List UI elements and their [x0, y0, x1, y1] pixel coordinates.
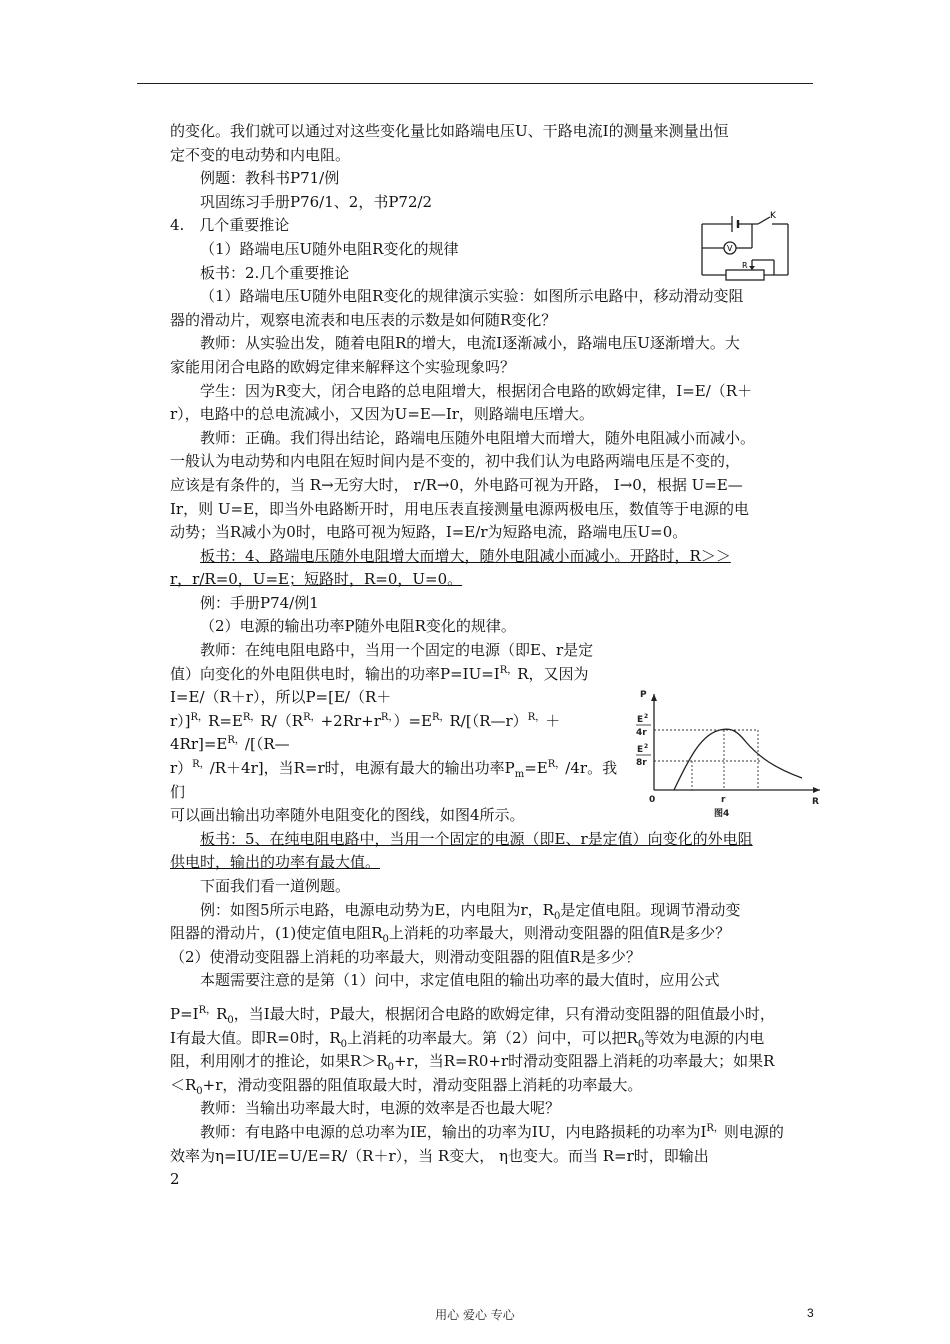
- subscript: 0: [196, 1085, 203, 1097]
- text-span: R/（R: [260, 711, 304, 730]
- text-line: [170, 1074, 786, 1098]
- text-span: ，当I最大时，P最大，根据闭合电路的欧姆定律，只有滑动变阻器的阻值最小时，: [233, 1004, 775, 1023]
- power-curve-graph: [634, 686, 830, 824]
- text-line: [170, 1121, 786, 1168]
- subscript: 0: [637, 1038, 645, 1050]
- board-note: r，r/R=0，U=E；短路时，R=0，U=0。: [170, 570, 463, 589]
- text-span: 阻，利用刚才的推论，如果R＞R: [170, 1052, 388, 1071]
- figure-caption: 图4: [714, 809, 730, 819]
- text-span: 则电源的效率为η=IU/IE=U/E=R/（R＋r），当 R变大， η也变大。而当 R=r时，即输出: [170, 1122, 784, 1165]
- text-span: R=E: [208, 711, 243, 730]
- text-line: 学生：因为R变大，闭合电路的总电阻增大，根据闭合电路的欧姆定律，I=E/（R＋: [200, 381, 753, 400]
- text-line: 应该是有条件的，当 R→无穷大时， r/R→0，外电路可视为开路， I→0，根据 U=E—: [170, 475, 743, 494]
- board-note: 板书：4、路端电压随外电阻增大而增大，随外电阻减小而减小。开路时，R＞＞: [200, 546, 731, 565]
- text-line: 的变化。我们就可以通过对这些变化量比如路端电压U、干路电流I的测量来测量出恒: [170, 122, 729, 140]
- text-span: 例：如图5所示电路，电源电动势为E，内电阻为r，R: [200, 900, 554, 919]
- text-span: 教师：有电路中电源的总功率为IE，输出的功率为IU，内电路损耗的功率为I: [200, 1122, 707, 1141]
- formula-line: [170, 757, 630, 804]
- text-span: r）: [170, 759, 193, 778]
- superscript: R，: [242, 711, 261, 723]
- subscript: 0: [227, 1014, 234, 1026]
- superscript: R，: [227, 735, 245, 747]
- text-line: 家能用闭合电路的欧姆定律来解释这个实验现象吗？: [170, 357, 516, 376]
- subscript: 0: [340, 1038, 348, 1050]
- switch-label: K: [770, 211, 776, 221]
- text-line: [170, 1003, 786, 1027]
- text-line: （2）使滑动变阻器上消耗的功率最大，则滑动变阻器的阻值R是多少？: [170, 947, 641, 966]
- text-line: 例：手册P74/例1: [200, 593, 319, 612]
- page-number: 3: [807, 1306, 814, 1320]
- text-line: 一般认为电动势和内电阻在短时间内是不变的，初中我们认为电路两端电压是不变的，: [170, 452, 741, 471]
- text-span: ＜R: [170, 1075, 197, 1094]
- text-line: 教师：从实验出发，随着电阻R的增大，电流I逐渐减小，路端电压U逐渐增大。大: [200, 334, 740, 353]
- text-line: Ir，则 U=E，即当外电路断开时，用电压表直接测量电源两极电压，数值等于电源的电: [170, 499, 750, 518]
- text-span: /[（R—: [244, 735, 290, 754]
- text-line: 可以画出输出功率随外电阻变化的图线，如图4所示。: [170, 806, 525, 825]
- text-span: /R＋4r]，当R=r时，电源有最大的输出功率P: [209, 759, 515, 778]
- text-span: 值）向变化的外电阻供电时，输出的功率P=IU=I: [170, 664, 500, 683]
- text-line: [170, 922, 786, 946]
- text-span: 是定值电阻。现调节滑动变: [560, 900, 741, 919]
- text-line: 巩固练习手册P76/1、2，书P72/2: [200, 192, 433, 211]
- text-span: R/[（R—r）: [449, 711, 528, 730]
- superscript: R，: [547, 759, 566, 771]
- text-line: 本题需要注意的是第（1）问中，求定值电阻的输出功率的最大值时，应用公式: [200, 971, 720, 990]
- subscript: 0: [553, 910, 561, 922]
- superscript: 2: [644, 713, 649, 720]
- board-note: 供电时，输出的功率有最大值。: [170, 853, 381, 872]
- text-span: P=I: [170, 1004, 199, 1023]
- text-line: （2）电源的输出功率P随外电阻R变化的规律。: [200, 617, 516, 636]
- text-line: 下面我们看一道例题。: [200, 877, 351, 895]
- text-span: /4r。我们: [170, 759, 618, 801]
- text-span: 上消耗的功率最大。第（2）问中，可以把R: [347, 1028, 638, 1047]
- text-span: +2Rr+r: [320, 711, 381, 730]
- subscript: 0: [382, 934, 389, 946]
- text-line: 2: [170, 1170, 180, 1189]
- superscript: R，: [190, 711, 209, 723]
- subscript: m: [514, 769, 525, 781]
- text-line: 教师：正确。我们得出结论，路端电压随外电阻增大而增大，随外电阻减小而减小。: [200, 428, 756, 447]
- text-line: 动势；当R减小为0时，电路可视为短路，I=E/r为短路电流，路端电压U=0。: [170, 523, 688, 542]
- header-rule: [137, 83, 813, 84]
- text-line: 定不变的电动势和内电阻。: [170, 145, 351, 164]
- superscript: R，: [192, 759, 210, 771]
- superscript: R，: [499, 664, 518, 676]
- text-line: [170, 1027, 786, 1051]
- y-axis-arrow: [651, 694, 657, 701]
- circuit-diagram: [694, 210, 796, 286]
- text-line: 例题：教科书P71/例: [200, 169, 340, 188]
- text-span: R，又因为: [517, 664, 589, 683]
- y-axis-label: P: [640, 690, 647, 700]
- text-line: 教师：在纯电阻电路中，当用一个固定的电源（即E、r是定: [200, 641, 594, 660]
- origin-label: 0: [649, 795, 656, 805]
- text-span: ＋4Rr]=E: [170, 711, 561, 754]
- voltmeter-label: V: [727, 244, 733, 253]
- superscript: R，: [706, 1122, 724, 1134]
- text-span: ）=E: [393, 711, 432, 730]
- text-span: 阻器的滑动片，(1)使定值电阻R: [170, 924, 383, 943]
- text-line: [170, 663, 620, 687]
- text-span: R: [216, 1004, 228, 1023]
- superscript: R，: [527, 711, 546, 723]
- label-low-den: 8r: [636, 758, 647, 768]
- label-top-den: 4r: [636, 728, 647, 738]
- subscript: 0: [387, 1062, 394, 1074]
- page-footer: 用心 爱心 专心: [435, 1308, 515, 1322]
- text-span: 上消耗的功率最大，则滑动变阻器的阻值R是多少？: [388, 924, 731, 943]
- superscript: R，: [198, 1004, 217, 1016]
- superscript: R，: [380, 711, 394, 723]
- text-line: 器的滑动片，观察电流表和电压表的示数是如何随R变化？: [170, 310, 557, 329]
- text-line: I=E/（R＋r），所以P=[E/（R＋: [170, 688, 392, 707]
- x-axis-arrow: [813, 787, 820, 793]
- superscript: 2: [644, 743, 649, 750]
- text-line: [170, 1050, 786, 1074]
- switch-blade: [758, 217, 770, 224]
- text-span: 等效为电源的内电: [644, 1028, 765, 1047]
- text-span: I有最大值。即R=0时，R: [170, 1028, 341, 1047]
- board-note: 板书：5、在纯电阻电路中，当用一个固定的电源（即E、r是定值）向变化的外电阻: [200, 829, 753, 848]
- text-span: +r，滑动变阻器的阻值取最大时，滑动变阻器上消耗的功率最大。: [202, 1075, 643, 1094]
- label-top-num: E: [637, 715, 644, 725]
- text-line: （1）路端电压U随外电阻R变化的规律: [200, 239, 459, 258]
- text-line: r），电路中的总电流减小，又因为U=E—Ir，则路端电压增大。: [170, 405, 594, 424]
- section-heading: 4. 几个重要推论: [170, 216, 290, 235]
- text-span: r）]: [170, 711, 191, 730]
- superscript: R，: [431, 711, 450, 723]
- formula-line: [170, 710, 630, 757]
- text-line: 板书：2.几个重要推论: [200, 263, 350, 282]
- superscript: R，: [303, 711, 321, 723]
- label-low-num: E: [637, 745, 644, 755]
- text-line: 教师：当输出功率最大时，电源的效率是否也最大呢？: [200, 1099, 561, 1118]
- rheostat: [726, 270, 764, 280]
- rheostat-label: R: [742, 261, 748, 270]
- x-axis-label: R: [812, 797, 819, 807]
- text-line: （1）路端电压U随外电阻R变化的规律演示实验：如图所示电路中，移动滑动变阻: [200, 287, 744, 306]
- text-span: =E: [524, 759, 548, 778]
- text-span: +r，当R=R0+r时滑动变阻器上消耗的功率最大；如果R: [393, 1052, 775, 1071]
- power-curve: [674, 729, 802, 790]
- text-line: [170, 899, 786, 923]
- r-tick-label: r: [721, 795, 726, 805]
